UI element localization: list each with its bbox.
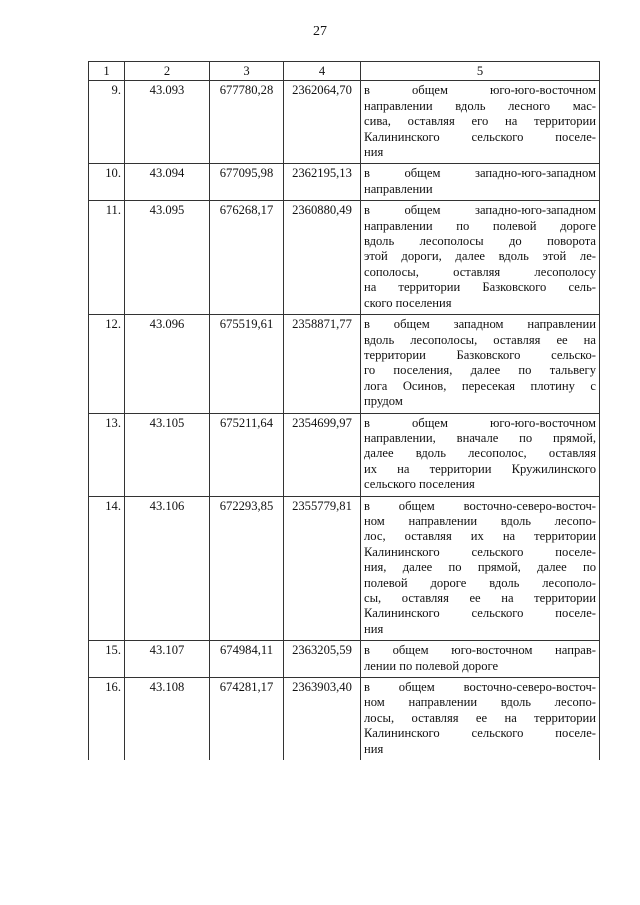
header-col-3: 3 <box>210 62 284 81</box>
boundary-description-cell <box>361 164 600 201</box>
description-line: сополосы, оставляя лесополосу <box>364 264 596 279</box>
y-coordinate-cell: 2363903,40 <box>284 678 361 761</box>
boundary-table <box>88 61 600 760</box>
description-line: Калининского сельского поселе- <box>364 129 596 144</box>
description-line: Калининского сельского поселе- <box>364 544 596 559</box>
header-col-2: 2 <box>125 62 210 81</box>
point-number-cell: 12. <box>89 315 125 413</box>
table-row <box>89 496 600 641</box>
boundary-description-cell <box>361 496 600 641</box>
y-coordinate-cell: 2354699,97 <box>284 413 361 496</box>
x-coordinate-cell: 675211,64 <box>210 413 284 496</box>
boundary-description-cell <box>361 81 600 164</box>
description-line: лос, оставляя их на территории <box>364 529 596 544</box>
description-line: лога Осинов, пересекая плотину с <box>364 378 596 393</box>
description-line: го поселения, далее по тальвегу <box>364 363 596 378</box>
description-line: направлении вдоль лесного мас- <box>364 98 596 113</box>
description-line: вдоль лесополосы, оставляя ее на <box>364 332 596 347</box>
boundary-description-cell <box>361 413 600 496</box>
description-line: прудом <box>364 394 403 409</box>
boundary-description-cell <box>361 315 600 413</box>
header-col-4: 4 <box>284 62 361 81</box>
x-coordinate-cell: 677095,98 <box>210 164 284 201</box>
point-code-cell: 43.106 <box>125 496 210 641</box>
description-line: ния <box>364 741 384 756</box>
x-coordinate-cell: 674281,17 <box>210 678 284 761</box>
description-line: полевой дороге вдоль лесополо- <box>364 575 596 590</box>
point-number-cell: 11. <box>89 201 125 315</box>
description-line: ского поселения <box>364 295 452 310</box>
description-line: в общем западном направлении <box>364 317 596 332</box>
point-code-cell: 43.093 <box>125 81 210 164</box>
description-line: в общем восточно-северо-восточ- <box>364 680 596 695</box>
description-line: ния, далее по прямой, далее по <box>364 560 596 575</box>
description-line: направлении, вначале по прямой, <box>364 430 596 445</box>
table-row <box>89 201 600 315</box>
description-line: ном направлении вдоль лесопо- <box>364 513 596 528</box>
description-line: сы, оставляя ее на территории <box>364 591 596 605</box>
description-line: сельского поселения <box>364 477 475 492</box>
description-line: ном направлении вдоль лесопо- <box>364 695 596 710</box>
point-number-cell: 14. <box>89 496 125 641</box>
description-line: лении по полевой дороге <box>364 658 499 673</box>
description-line: этой дороги, далее вдоль этой ле- <box>364 249 596 264</box>
description-line: вдоль лесополосы до поворота <box>364 234 596 249</box>
description-line: направлении <box>364 181 433 196</box>
boundary-description-cell <box>361 641 600 678</box>
point-code-cell: 43.094 <box>125 164 210 201</box>
description-line: их на территории Кружилинского <box>364 461 596 476</box>
y-coordinate-cell: 2358871,77 <box>284 315 361 413</box>
description-line: в общем западно-юго-западном <box>364 203 596 218</box>
description-line: ния <box>364 621 384 636</box>
table-row <box>89 81 600 164</box>
table-row <box>89 164 600 201</box>
point-code-cell: 43.095 <box>125 201 210 315</box>
point-code-cell: 43.108 <box>125 678 210 761</box>
x-coordinate-cell: 675519,61 <box>210 315 284 413</box>
table-row <box>89 413 600 496</box>
description-line: на территории Базковского сель- <box>364 280 596 295</box>
table-row <box>89 678 600 761</box>
header-col-1: 1 <box>89 62 125 81</box>
table-row <box>89 315 600 413</box>
y-coordinate-cell: 2355779,81 <box>284 496 361 641</box>
description-line: ния <box>364 145 384 160</box>
description-line: в общем юго-юго-восточном <box>364 415 596 430</box>
x-coordinate-cell: 674984,11 <box>210 641 284 678</box>
table-body <box>89 81 600 760</box>
description-line: в общем юго-восточном направ- <box>364 643 596 658</box>
point-number-cell: 16. <box>89 678 125 761</box>
y-coordinate-cell: 2362195,13 <box>284 164 361 201</box>
y-coordinate-cell: 2360880,49 <box>284 201 361 315</box>
point-number-cell: 13. <box>89 413 125 496</box>
description-line: Калининского сельского поселе- <box>364 606 596 621</box>
description-line: далее вдоль лесополос, оставляя <box>364 446 596 461</box>
boundary-description-cell <box>361 678 600 761</box>
description-line: в общем восточно-северо-восточ- <box>364 498 596 513</box>
y-coordinate-cell: 2362064,70 <box>284 81 361 164</box>
point-number-cell: 9. <box>89 81 125 164</box>
point-number-cell: 15. <box>89 641 125 678</box>
point-number-cell: 10. <box>89 164 125 201</box>
point-code-cell: 43.105 <box>125 413 210 496</box>
table-row <box>89 641 600 678</box>
header-row <box>89 62 600 81</box>
description-line: Калининского сельского поселе- <box>364 726 596 741</box>
description-line: в общем западно-юго-западном <box>364 166 596 181</box>
description-line: в общем юго-юго-восточном <box>364 83 596 98</box>
x-coordinate-cell: 672293,85 <box>210 496 284 641</box>
header-col-5: 5 <box>361 62 600 81</box>
description-line: сива, оставляя его на территории <box>364 114 596 129</box>
description-line: направлении по полевой дороге <box>364 218 596 233</box>
point-code-cell: 43.107 <box>125 641 210 678</box>
description-line: лосы, оставляя ее на территории <box>364 710 596 725</box>
boundary-description-cell <box>361 201 600 315</box>
description-line: территории Базковского сельско- <box>364 347 596 362</box>
x-coordinate-cell: 677780,28 <box>210 81 284 164</box>
y-coordinate-cell: 2363205,59 <box>284 641 361 678</box>
page-number: 27 <box>313 24 327 39</box>
x-coordinate-cell: 676268,17 <box>210 201 284 315</box>
point-code-cell: 43.096 <box>125 315 210 413</box>
